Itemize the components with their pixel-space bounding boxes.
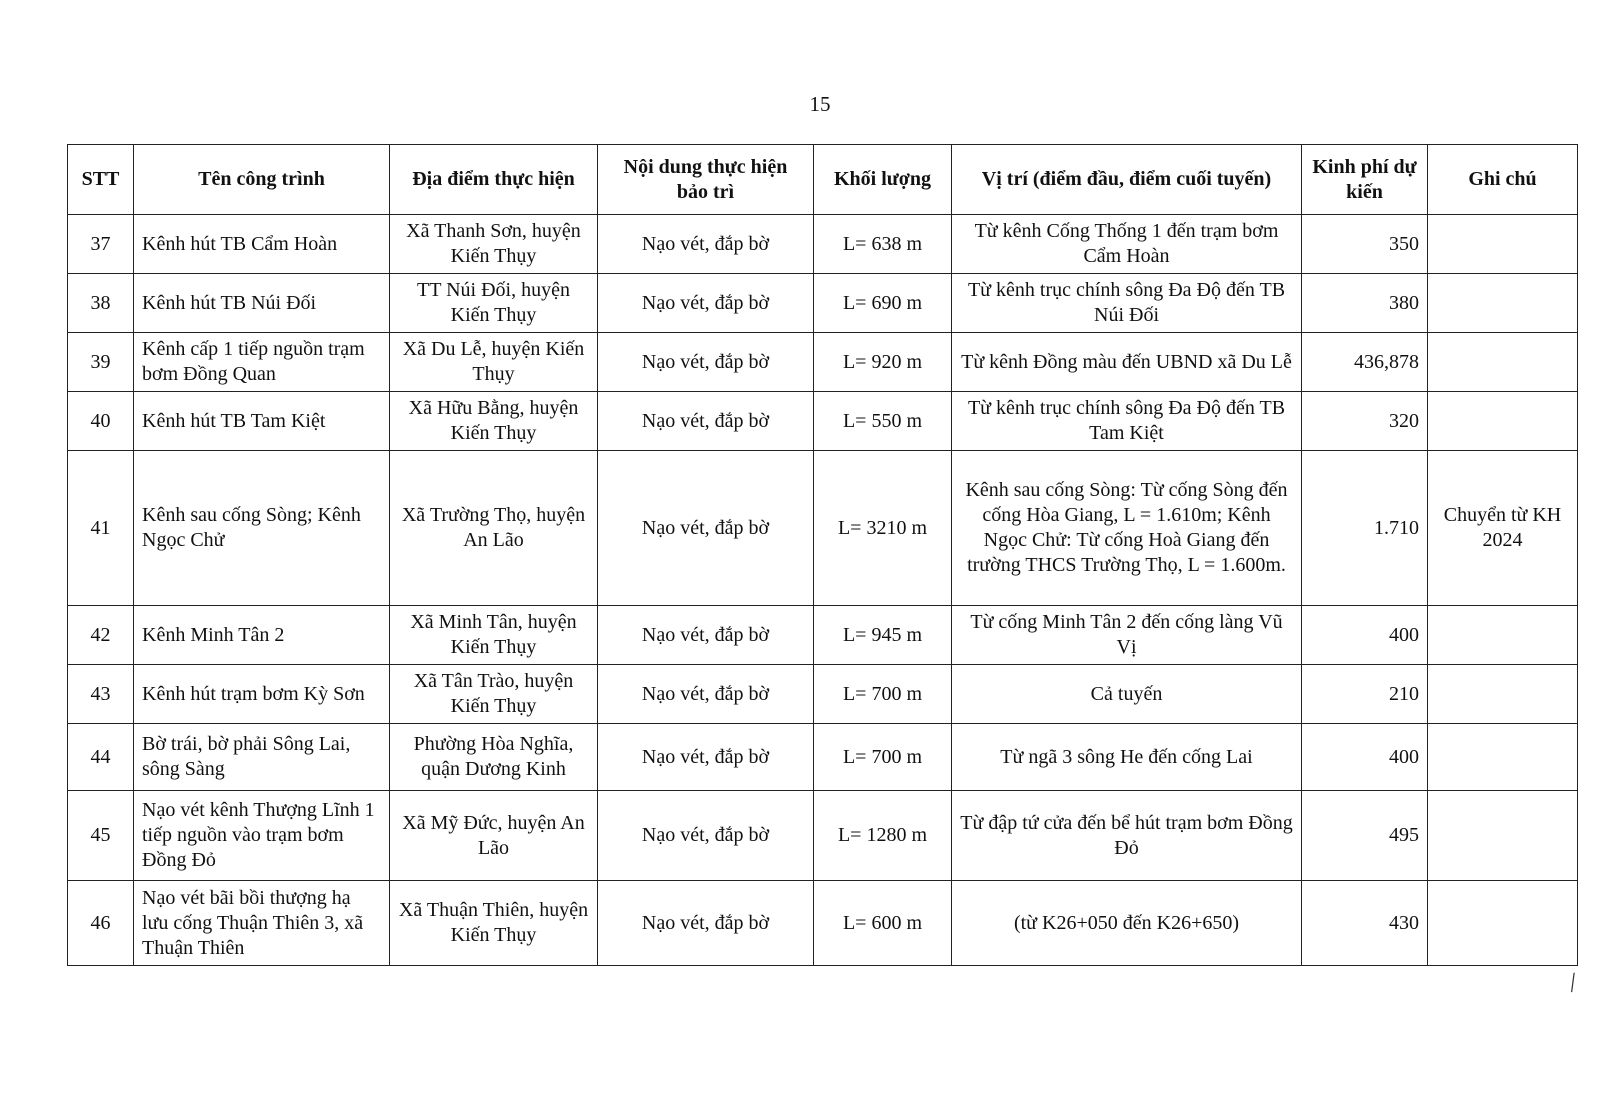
cell-note xyxy=(1428,791,1578,881)
cell-stt: 42 xyxy=(68,606,134,665)
header-note: Ghi chú xyxy=(1428,145,1578,215)
cell-location: Xã Mỹ Đức, huyện An Lão xyxy=(390,791,598,881)
cell-volume: L= 700 m xyxy=(814,724,952,791)
table-row xyxy=(68,791,1578,881)
cell-location: Xã Tân Trào, huyện Kiến Thụy xyxy=(390,665,598,724)
cell-cost: 320 xyxy=(1302,392,1428,451)
cell-cost: 495 xyxy=(1302,791,1428,881)
cell-stt: 46 xyxy=(68,881,134,966)
handwritten-initial-mark: / xyxy=(1563,967,1581,998)
header-position: Vị trí (điểm đầu, điểm cuối tuyến) xyxy=(952,145,1302,215)
table-row xyxy=(68,274,1578,333)
cell-stt: 38 xyxy=(68,274,134,333)
cell-position: Từ cống Minh Tân 2 đến cống làng Vũ Vị xyxy=(952,606,1302,665)
cell-location: Xã Hữu Bằng, huyện Kiến Thụy xyxy=(390,392,598,451)
cell-name: Nạo vét bãi bồi thượng hạ lưu cống Thuận Thiên 3, xã Thuận Thiên xyxy=(134,881,390,966)
cell-stt: 39 xyxy=(68,333,134,392)
cell-position: (từ K26+050 đến K26+650) xyxy=(952,881,1302,966)
cell-volume: L= 638 m xyxy=(814,215,952,274)
table-row xyxy=(68,881,1578,966)
cell-volume: L= 3210 m xyxy=(814,451,952,606)
cell-location: Xã Thuận Thiên, huyện Kiến Thụy xyxy=(390,881,598,966)
cell-position: Kênh sau cống Sòng: Từ cống Sòng đến cống Hòa Giang, L = 1.610m; Kênh Ngọc Chử: Từ cống Hoà Giang đến trường THCS Trường Thọ, L = 1.600m. xyxy=(952,451,1302,606)
cell-volume: L= 700 m xyxy=(814,665,952,724)
cell-stt: 40 xyxy=(68,392,134,451)
cell-content: Nạo vét, đắp bờ xyxy=(598,274,814,333)
cell-cost: 436,878 xyxy=(1302,333,1428,392)
cell-volume: L= 945 m xyxy=(814,606,952,665)
table-row xyxy=(68,215,1578,274)
table-row xyxy=(68,665,1578,724)
cell-note xyxy=(1428,274,1578,333)
cell-content: Nạo vét, đắp bờ xyxy=(598,451,814,606)
cell-cost: 400 xyxy=(1302,606,1428,665)
cell-cost: 400 xyxy=(1302,724,1428,791)
cell-note xyxy=(1428,606,1578,665)
table-body xyxy=(68,215,1578,966)
header-name: Tên công trình xyxy=(134,145,390,215)
cell-note xyxy=(1428,392,1578,451)
header-volume: Khối lượng xyxy=(814,145,952,215)
cell-name: Kênh hút trạm bơm Kỳ Sơn xyxy=(134,665,390,724)
table-row xyxy=(68,724,1578,791)
header-stt: STT xyxy=(68,145,134,215)
cell-name: Kênh sau cống Sòng; Kênh Ngọc Chử xyxy=(134,451,390,606)
cell-position: Cả tuyến xyxy=(952,665,1302,724)
cell-location: Xã Thanh Sơn, huyện Kiến Thụy xyxy=(390,215,598,274)
cell-name: Kênh cấp 1 tiếp nguồn trạm bơm Đồng Quan xyxy=(134,333,390,392)
cell-stt: 41 xyxy=(68,451,134,606)
cell-name: Kênh hút TB Tam Kiệt xyxy=(134,392,390,451)
cell-cost: 380 xyxy=(1302,274,1428,333)
cell-cost: 430 xyxy=(1302,881,1428,966)
cell-location: Xã Minh Tân, huyện Kiến Thụy xyxy=(390,606,598,665)
cell-note xyxy=(1428,724,1578,791)
cell-note xyxy=(1428,333,1578,392)
cell-volume: L= 690 m xyxy=(814,274,952,333)
cell-name: Bờ trái, bờ phải Sông Lai, sông Sàng xyxy=(134,724,390,791)
cell-name: Kênh hút TB Núi Đối xyxy=(134,274,390,333)
cell-volume: L= 600 m xyxy=(814,881,952,966)
cell-note xyxy=(1428,881,1578,966)
cell-position: Từ đập tứ cửa đến bể hút trạm bơm Đồng Đỏ xyxy=(952,791,1302,881)
cell-volume: L= 1280 m xyxy=(814,791,952,881)
cell-note: Chuyển từ KH 2024 xyxy=(1428,451,1578,606)
cell-location: Xã Trường Thọ, huyện An Lão xyxy=(390,451,598,606)
cell-stt: 44 xyxy=(68,724,134,791)
cell-volume: L= 920 m xyxy=(814,333,952,392)
cell-content: Nạo vét, đắp bờ xyxy=(598,392,814,451)
cell-stt: 45 xyxy=(68,791,134,881)
cell-cost: 350 xyxy=(1302,215,1428,274)
cell-content: Nạo vét, đắp bờ xyxy=(598,215,814,274)
cell-note xyxy=(1428,665,1578,724)
cell-name: Kênh hút TB Cẩm Hoàn xyxy=(134,215,390,274)
table-row xyxy=(68,451,1578,606)
cell-note xyxy=(1428,215,1578,274)
cell-content: Nạo vét, đắp bờ xyxy=(598,333,814,392)
maintenance-table xyxy=(67,144,1578,966)
cell-name: Kênh Minh Tân 2 xyxy=(134,606,390,665)
cell-position: Từ kênh trục chính sông Đa Độ đến TB Tam Kiệt xyxy=(952,392,1302,451)
table-row xyxy=(68,392,1578,451)
table-row xyxy=(68,606,1578,665)
cell-content: Nạo vét, đắp bờ xyxy=(598,606,814,665)
header-location: Địa điểm thực hiện xyxy=(390,145,598,215)
cell-location: Phường Hòa Nghĩa, quận Dương Kinh xyxy=(390,724,598,791)
cell-location: TT Núi Đối, huyện Kiến Thụy xyxy=(390,274,598,333)
cell-position: Từ ngã 3 sông He đến cống Lai xyxy=(952,724,1302,791)
cell-content: Nạo vét, đắp bờ xyxy=(598,724,814,791)
cell-position: Từ kênh Cống Thống 1 đến trạm bơm Cẩm Hoàn xyxy=(952,215,1302,274)
cell-cost: 210 xyxy=(1302,665,1428,724)
cell-position: Từ kênh Đồng màu đến UBND xã Du Lễ xyxy=(952,333,1302,392)
cell-content: Nạo vét, đắp bờ xyxy=(598,881,814,966)
page-number: 15 xyxy=(809,92,831,116)
header-content: Nội dung thực hiện bảo trì xyxy=(598,145,814,215)
table-header-row xyxy=(68,145,1578,215)
cell-name: Nạo vét kênh Thượng Lĩnh 1 tiếp nguồn vào trạm bơm Đồng Đỏ xyxy=(134,791,390,881)
cell-position: Từ kênh trục chính sông Đa Độ đến TB Núi Đối xyxy=(952,274,1302,333)
cell-volume: L= 550 m xyxy=(814,392,952,451)
cell-content: Nạo vét, đắp bờ xyxy=(598,665,814,724)
cell-location: Xã Du Lễ, huyện Kiến Thụy xyxy=(390,333,598,392)
cell-content: Nạo vét, đắp bờ xyxy=(598,791,814,881)
table-row xyxy=(68,333,1578,392)
cell-stt: 43 xyxy=(68,665,134,724)
cell-cost: 1.710 xyxy=(1302,451,1428,606)
header-cost: Kinh phí dự kiến xyxy=(1302,145,1428,215)
cell-stt: 37 xyxy=(68,215,134,274)
